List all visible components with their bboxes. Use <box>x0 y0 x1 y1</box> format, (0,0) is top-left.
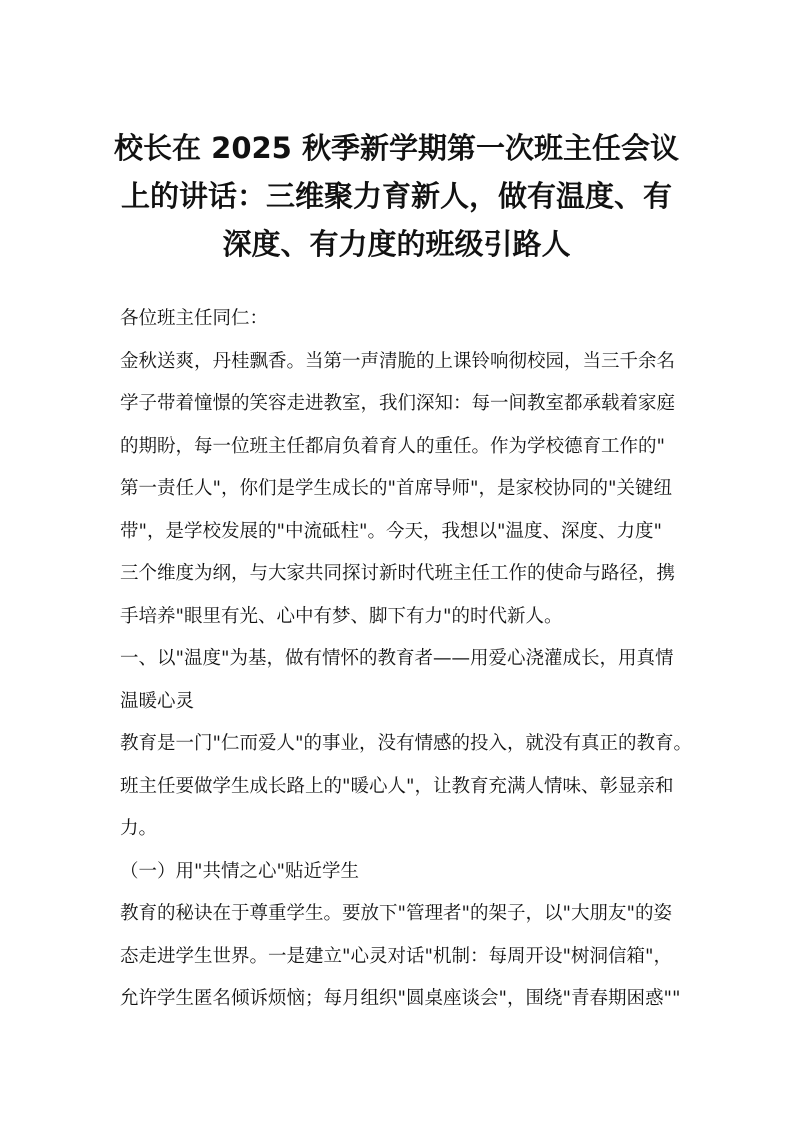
body-line: 班主任要做学生成长路上的"暖心人"，让教育充满人情味、彰显亲和 <box>120 775 674 797</box>
body-line: 的期盼，每一位班主任都肩负着育人的重任。作为学校德育工作的" <box>120 435 666 457</box>
title-line: 深度、有力度的班级引路人 <box>222 227 571 261</box>
document-body <box>120 298 693 1021</box>
body-line: 态走进学生世界。一是建立"心灵对话"机制：每周开设"树洞信箱"， <box>120 945 673 967</box>
body-line: 第一责任人"，你们是学生成长的"首席导师"，是家校协同的"关键纽 <box>120 478 673 499</box>
body-line: 允许学生匿名倾诉烦恼；每月组织"圆桌座谈会"，围绕"青春期困惑"" <box>120 988 681 1009</box>
body-line: 教育是一门"仁而爱人"的事业，没有情感的投入，就没有真正的教育。 <box>120 733 693 754</box>
body-line: 学子带着憧憬的笑容走进教室，我们深知：每一间教室都承载着家庭 <box>120 393 676 414</box>
body-line: 金秋送爽，丹桂飘香。当第一声清脆的上课铃响彻校园，当三千余名 <box>120 350 676 372</box>
title-line: 校长在 2025 秋季新学期第一次班主任会议 <box>114 131 679 165</box>
title-line: 上的讲话：三维聚力育新人，做有温度、有 <box>120 179 672 213</box>
body-line: 力。 <box>120 818 158 839</box>
body-line: 手培养"眼里有光、心中有梦、脚下有力"的时代新人。 <box>120 605 563 627</box>
body-line: 三个维度为纲，与大家共同探讨新时代班主任工作的使命与路径，携 <box>120 563 676 584</box>
subsection-heading: （一）用"共情之心"贴近学生 <box>120 860 360 882</box>
salutation: 各位班主任同仁： <box>120 308 269 329</box>
section-heading: 一、以"温度"为基，做有情怀的教育者——用爱心浇灌成长，用真情 <box>120 648 674 669</box>
body-line: 教育的秘诀在于尊重学生。要放下"管理者"的架子，以"大朋友"的姿 <box>120 903 673 924</box>
section-heading: 温暖心灵 <box>120 690 195 712</box>
body-line: 带"，是学校发展的"中流砥柱"。今天，我想以"温度、深度、力度" <box>120 520 663 542</box>
document-title <box>100 124 693 268</box>
